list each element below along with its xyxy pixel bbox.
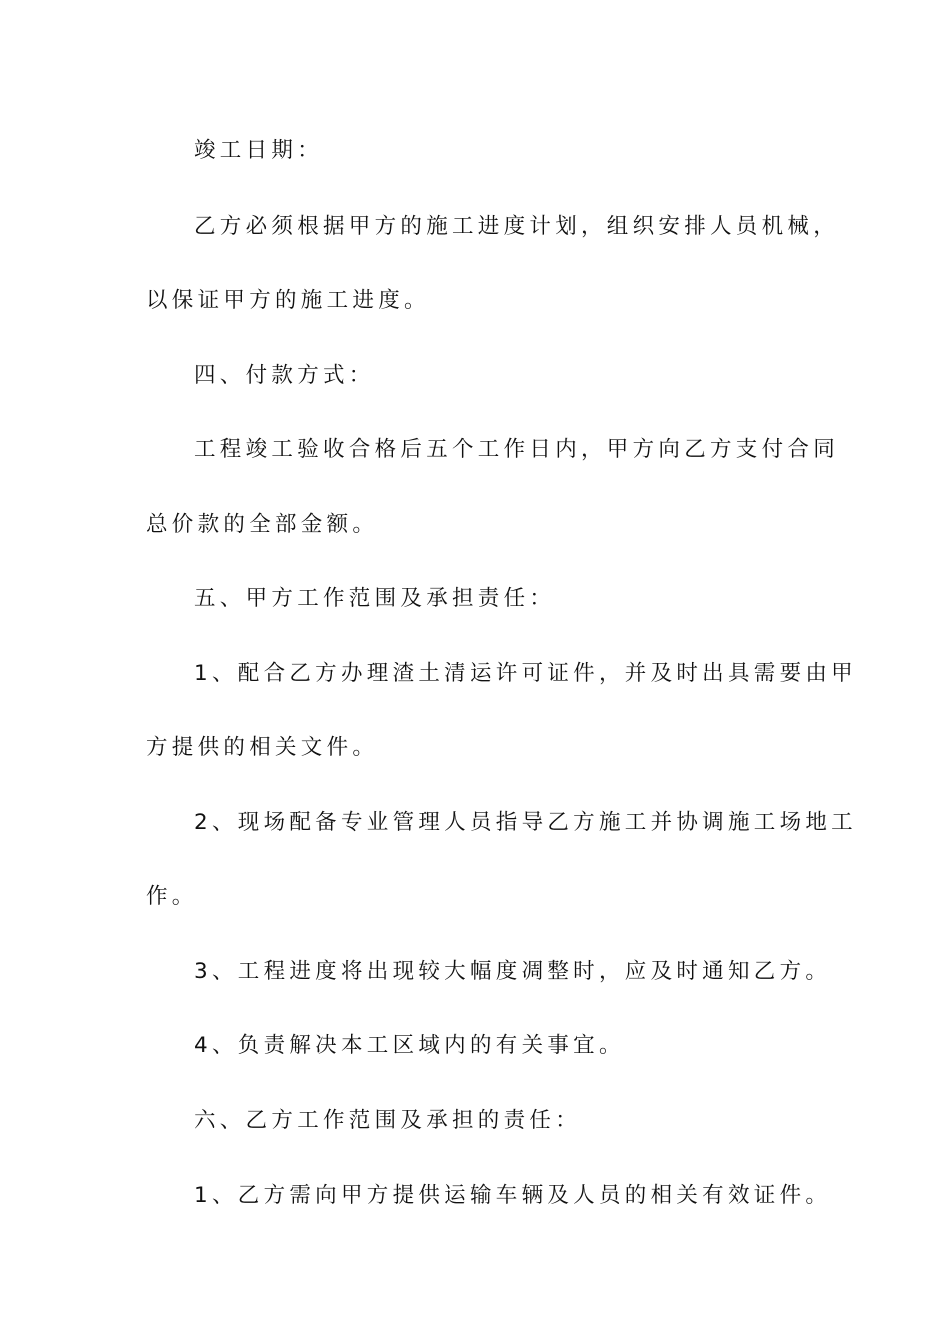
list-item-line: 作。 xyxy=(146,884,198,909)
section-heading-payment: 四、付款方式： xyxy=(194,363,375,388)
list-item-line: 1、乙方需向甲方提供运输车辆及人员的相关有效证件。 xyxy=(194,1183,832,1208)
paragraph-line: 总价款的全部金额。 xyxy=(146,512,379,537)
completion-date-line: 竣工日期： xyxy=(194,138,324,163)
paragraph-line: 工程竣工验收合格后五个工作日内，甲方向乙方支付合同 xyxy=(194,437,840,462)
section-heading-party-a: 五、甲方工作范围及承担责任： xyxy=(194,586,556,611)
paragraph-line: 以保证甲方的施工进度。 xyxy=(146,288,430,313)
paragraph-line: 乙方必须根据甲方的施工进度计划，组织安排人员机械， xyxy=(194,214,840,239)
list-item-line: 4、负责解决本工区域内的有关事宜。 xyxy=(194,1033,625,1058)
section-heading-party-b: 六、乙方工作范围及承担的责任： xyxy=(194,1108,582,1133)
list-item-line: 3、工程进度将出现较大幅度凋整时，应及时通知乙方。 xyxy=(194,959,832,984)
list-item-line: 2、现场配备专业管理人员指导乙方施工并协调施工场地工 xyxy=(194,810,857,835)
list-item-line: 方提供的相关文件。 xyxy=(146,735,379,760)
list-item-line: 1、配合乙方办理渣土清运许可证件，并及时出具需要由甲 xyxy=(194,661,857,686)
